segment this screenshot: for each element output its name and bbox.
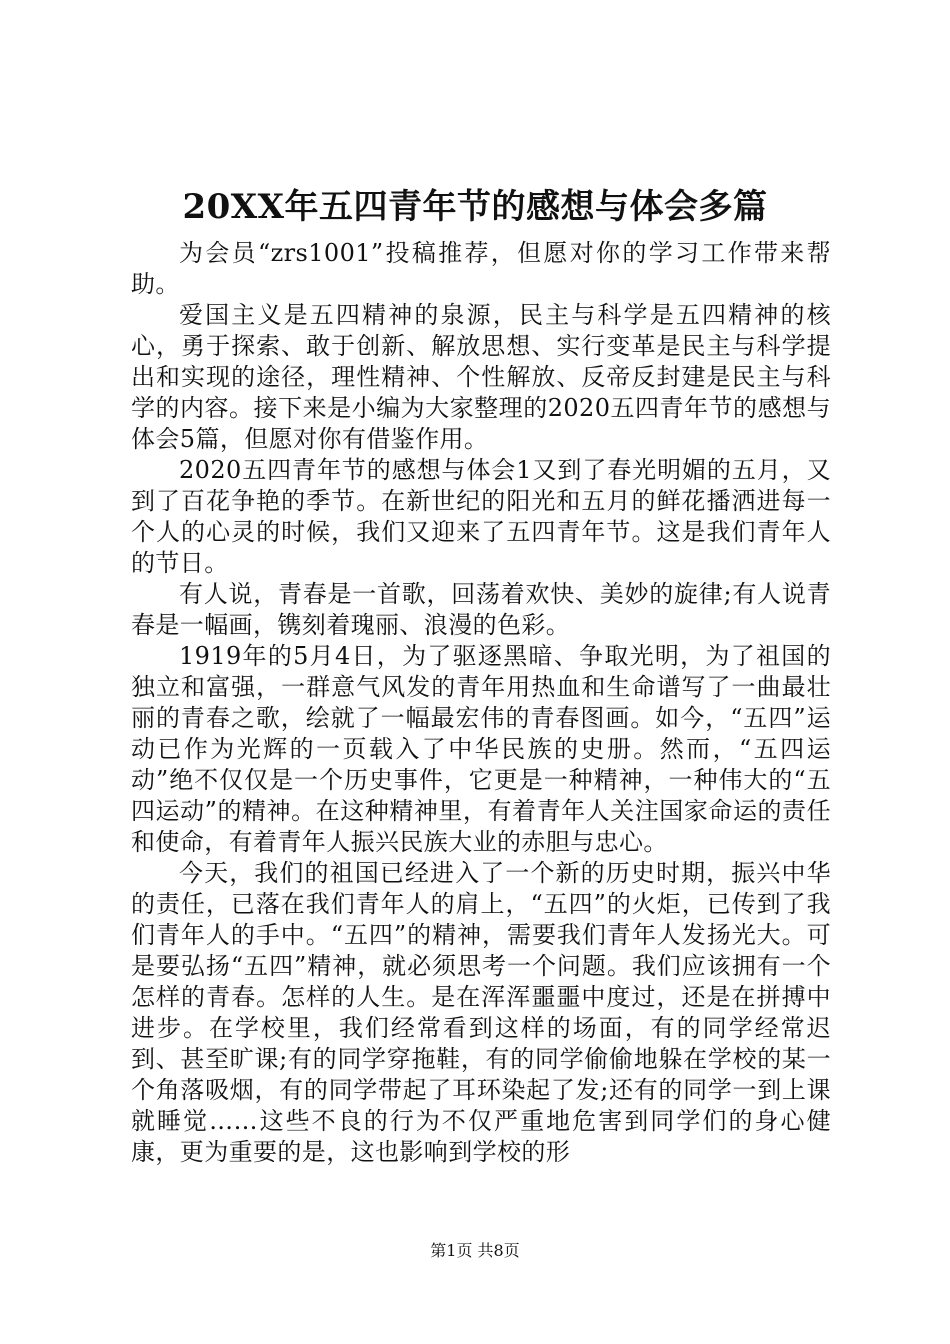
paragraph-essay-one-opening: 2020五四青年节的感想与体会1又到了春光明媚的五月，又到了百花争艳的季节。在新世纪的阳光和五月的鲜花播洒进每一个人的心灵的时候，我们又迎来了五四青年节。这是我们青年人的节日。 bbox=[131, 456, 831, 577]
document-body bbox=[131, 238, 831, 1168]
paragraph-youth-song: 有人说，青春是一首歌，回荡着欢快、美妙的旋律;有人说青春是一幅画，镌刻着瑰丽、浪漫的色彩。 bbox=[131, 580, 831, 639]
document-title: 20XX年五四青年节的感想与体会多篇 bbox=[182, 187, 768, 227]
paragraph-recommendation: 为会员“zrs1001”投稿推荐，但愿对你的学习工作带来帮助。 bbox=[131, 239, 831, 298]
paragraph-today: 今天，我们的祖国已经进入了一个新的历史时期，振兴中华的责任，已落在我们青年人的肩上，“五四”的火炬，已传到了我们青年人的手中。“五四”的精神，需要我们青年人发扬光大。可是要弘扬“五四”精神，就必须思考一个问题。我们应该拥有一个怎样的青春。怎样的人生。是在浑浑噩噩中度过，还是在拼搏中进步。在学校里，我们经常看到这样的场面，有的同学经常迟到、甚至旷课;有的同学穿拖鞋，有的同学偷偷地躲在学校的某一个角落吸烟，有的同学带起了耳环染起了发;还有的同学一到上课就睡觉……这些不良的行为不仅严重地危害到同学们的身心健康，更为重要的是，这也影响到学校的形 bbox=[131, 859, 831, 1166]
page-number: 第1页 共8页 bbox=[430, 1241, 520, 1260]
paragraph-introduction: 爱国主义是五四精神的泉源，民主与科学是五四精神的核心，勇于探索、敢于创新、解放思想、实行变革是民主与科学提出和实现的途径，理性精神、个性解放、反帝反封建是民主与科学的内容。接下来是小编为大家整理的2020五四青年节的感想与体会5篇，但愿对你有借鉴作用。 bbox=[131, 301, 831, 453]
paragraph-may-fourth-history: 1919年的5月4日，为了驱逐黑暗、争取光明，为了祖国的独立和富强，一群意气风发的青年用热血和生命谱写了一曲最壮丽的青春之歌，绘就了一幅最宏伟的青春图画。如今，“五四”运动已作为光辉的一页载入了中华民族的史册。然而，“五四运动”绝不仅仅是一个历史事件，它更是一种精神，一种伟大的“五四运动”的精神。在这种精神里，有着青年人关注国家命运的责任和使命，有着青年人振兴民族大业的赤胆与忠心。 bbox=[131, 642, 831, 856]
